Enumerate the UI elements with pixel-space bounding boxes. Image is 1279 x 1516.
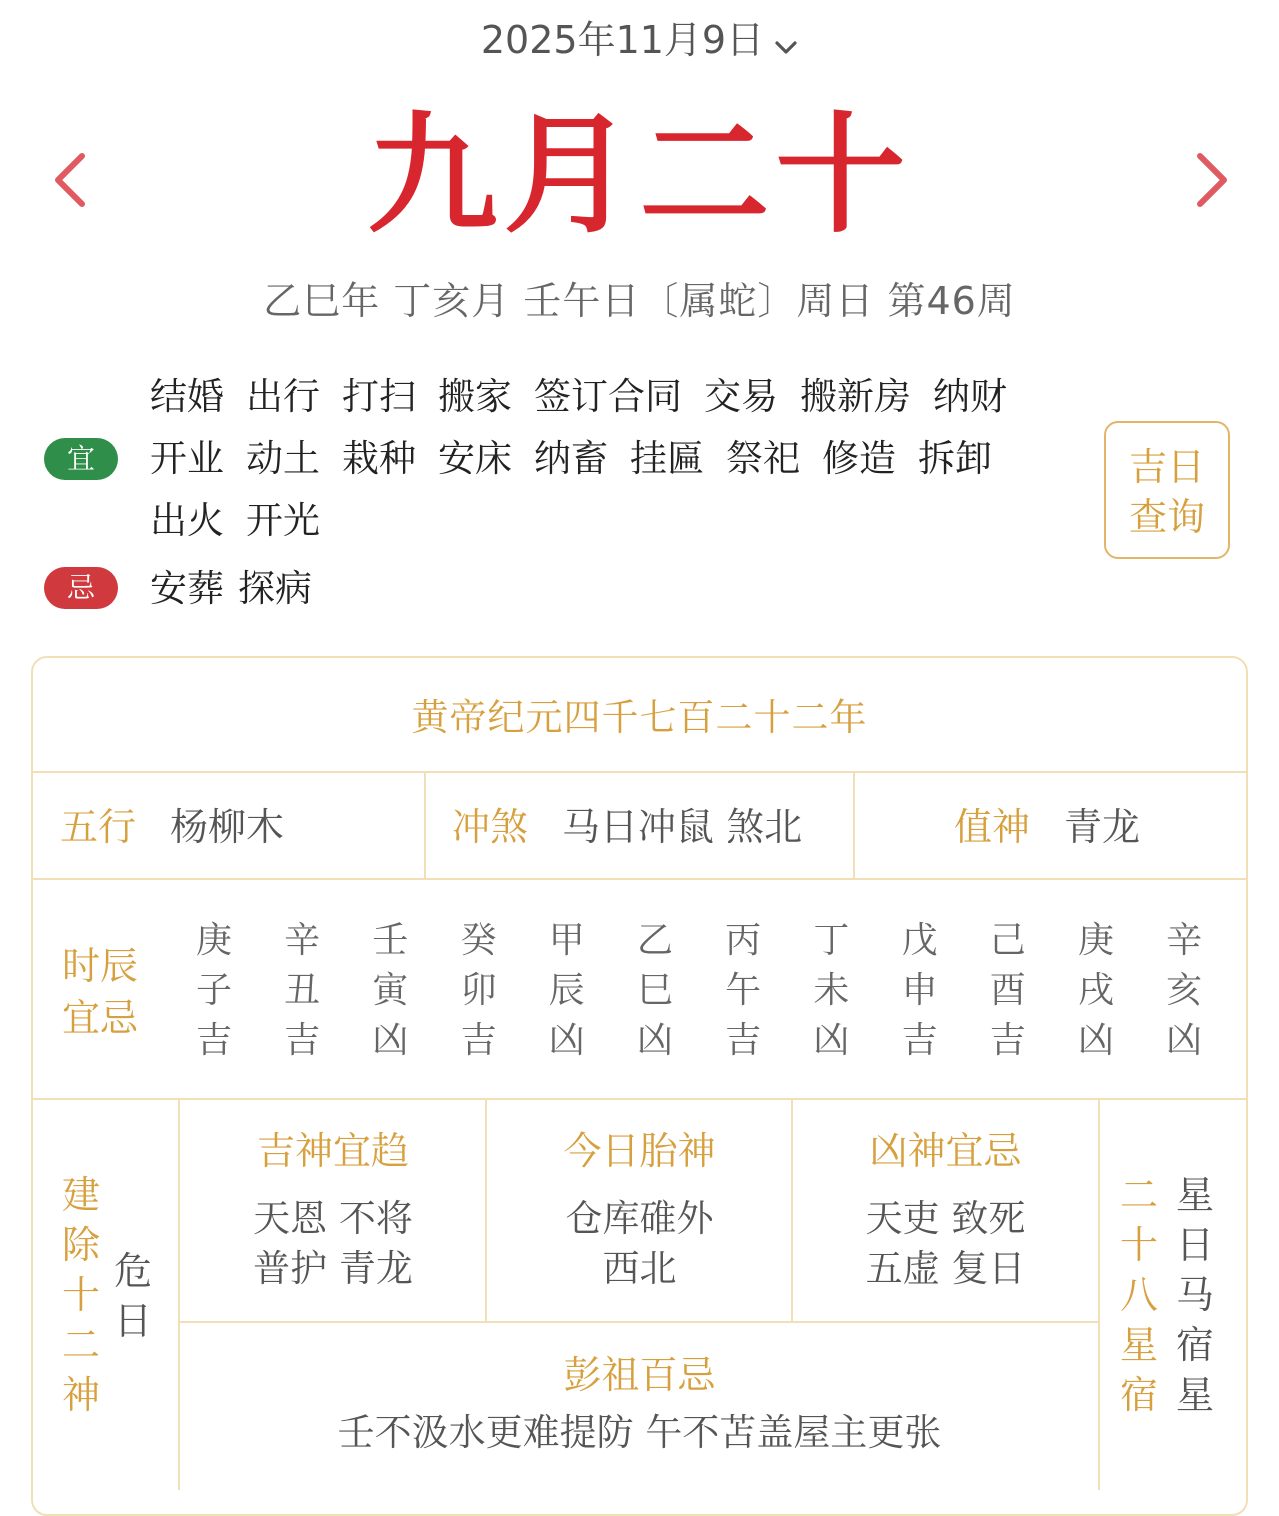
- yi-item: 动土: [246, 437, 320, 480]
- hour-branch: 未: [813, 970, 850, 1011]
- yi-item: 签订合同: [534, 375, 682, 418]
- hour-column: [713, 916, 773, 1066]
- xiongshen-line1: 天吏 致死: [865, 1197, 1026, 1240]
- xiu-value-char: 马: [1175, 1273, 1214, 1317]
- chongsha-value: 马日冲鼠 煞北: [562, 805, 803, 849]
- hour-stem: 甲: [548, 920, 585, 961]
- chongsha-cell: [452, 800, 802, 854]
- hour-column: [978, 916, 1038, 1066]
- hour-stem: 戊: [901, 920, 938, 961]
- hour-luck: 吉: [989, 1020, 1026, 1061]
- taishen-line1: 仓库碓外: [565, 1197, 714, 1240]
- hour-luck: 吉: [725, 1020, 762, 1061]
- yi-row: [150, 490, 1080, 552]
- date-text: 2025年11月9日: [480, 18, 765, 62]
- wuxing-value: 杨柳木: [170, 805, 285, 849]
- yi-item: 交易: [704, 375, 778, 418]
- jianchu-label-char: 神: [61, 1373, 100, 1417]
- hour-branch: 丑: [284, 970, 321, 1011]
- hour-stem: 辛: [1166, 920, 1203, 961]
- hour-branch: 辰: [548, 970, 585, 1011]
- xiu-value: [1170, 1170, 1220, 1420]
- jishen-title: 吉神宜趋: [256, 1129, 409, 1173]
- jianchu-value-char: 危: [113, 1249, 152, 1293]
- hours-label-line2: 宜忌: [62, 996, 139, 1040]
- jianchu-value-char: 日: [113, 1299, 152, 1343]
- pengzu-title: 彭祖百忌: [563, 1353, 716, 1397]
- hour-stem: 庚: [195, 920, 232, 961]
- hour-luck: 吉: [284, 1020, 321, 1061]
- wuxing-label: 五行: [60, 805, 137, 849]
- hour-stem: 乙: [636, 920, 673, 961]
- xiu-value-char: 星: [1175, 1373, 1214, 1417]
- hour-luck: 凶: [372, 1020, 409, 1061]
- wuxing-cell: [60, 800, 284, 854]
- zhishen-value: 青龙: [1064, 805, 1141, 849]
- xiu-label-char: 星: [1119, 1323, 1158, 1367]
- yi-item: 纳财: [933, 375, 1007, 418]
- pengzu-block: [180, 1350, 1099, 1458]
- divider: [33, 771, 1246, 773]
- xiongshen-line2: 五虚 复日: [865, 1247, 1026, 1290]
- xiu-label-char: 八: [1119, 1273, 1158, 1317]
- hour-column: [272, 916, 332, 1066]
- hour-column: [801, 916, 861, 1066]
- hour-luck: 凶: [1077, 1020, 1114, 1061]
- yi-badge: 宜: [44, 438, 118, 480]
- date-picker[interactable]: [0, 12, 1279, 68]
- taishen-line2: 西北: [602, 1247, 677, 1290]
- ji-list: [150, 558, 326, 620]
- hour-luck: 凶: [1166, 1020, 1203, 1061]
- jianchu-label-char: 建: [61, 1173, 100, 1217]
- hour-luck: 凶: [636, 1020, 673, 1061]
- yi-item: 拆卸: [918, 437, 992, 480]
- jishen-line2: 普护 青龙: [253, 1247, 413, 1290]
- hour-stem: 辛: [284, 920, 321, 961]
- hour-column: [537, 916, 597, 1066]
- hours-label-line1: 时辰: [62, 944, 139, 988]
- pengzu-text: 壬不汲水更难提防 午不苫盖屋主更张: [337, 1411, 942, 1454]
- hour-stem: 丁: [813, 920, 850, 961]
- yi-item: 出火: [150, 499, 224, 542]
- hour-luck: 吉: [460, 1020, 497, 1061]
- jiri-button-line1: 吉日: [1128, 445, 1205, 489]
- zhishen-cell: [954, 800, 1140, 854]
- yi-item: 祭祀: [726, 437, 800, 480]
- hour-column: [449, 916, 509, 1066]
- hour-column: [890, 916, 950, 1066]
- huangdi-era: 黄帝纪元四千七百二十二年: [411, 696, 868, 739]
- divider: [180, 1321, 1099, 1323]
- yi-item: 修造: [822, 437, 896, 480]
- hour-column: [184, 916, 244, 1066]
- xiu-value-char: 日: [1175, 1223, 1214, 1267]
- yi-item: 搬家: [438, 375, 512, 418]
- jishen-block: [180, 1126, 486, 1294]
- hour-branch: 卯: [460, 970, 497, 1011]
- yi-item: 开业: [150, 437, 224, 480]
- hour-branch: 戌: [1077, 970, 1114, 1011]
- yi-item: 栽种: [342, 437, 416, 480]
- jianchu-label-char: 除: [61, 1223, 100, 1267]
- divider: [33, 1098, 1246, 1100]
- hour-branch: 巳: [636, 970, 673, 1011]
- ji-item: 探病: [238, 567, 312, 610]
- jianchu-label: [56, 1170, 106, 1420]
- hour-luck: 吉: [195, 1020, 232, 1061]
- jianchu-label-char: 十: [61, 1273, 100, 1317]
- ganzhi-info-line: 乙巳年 丁亥月 壬午日〔属蛇〕周日 第46周: [263, 279, 1016, 323]
- yi-item: 安床: [438, 437, 512, 480]
- auspicious-day-query-button[interactable]: [1104, 421, 1230, 559]
- lunar-date-title: 九月二十: [367, 98, 912, 251]
- hour-branch: 酉: [989, 970, 1026, 1011]
- hour-branch: 午: [725, 970, 762, 1011]
- xiu-label-char: 宿: [1119, 1373, 1158, 1417]
- yi-item: 出行: [246, 375, 320, 418]
- ji-badge: 忌: [44, 567, 118, 609]
- yi-list: [150, 366, 1080, 552]
- hour-stem: 庚: [1077, 920, 1114, 961]
- xiu-label: [1114, 1170, 1164, 1420]
- xiongshen-title: 凶神宜忌: [869, 1129, 1022, 1173]
- xiu-value-char: 星: [1175, 1173, 1214, 1217]
- hour-luck: 凶: [548, 1020, 585, 1061]
- yi-item: 挂匾: [630, 437, 704, 480]
- hour-stem: 丙: [725, 920, 762, 961]
- divider: [424, 773, 426, 878]
- yi-row: [150, 428, 1080, 490]
- yi-item: 开光: [246, 499, 320, 542]
- divider: [33, 878, 1246, 880]
- chevron-down-icon: [774, 15, 798, 71]
- hour-column: [1154, 916, 1214, 1066]
- hour-column: [625, 916, 685, 1066]
- hour-branch: 子: [195, 970, 232, 1011]
- hour-luck: 凶: [813, 1020, 850, 1061]
- yi-item: 搬新房: [800, 375, 911, 418]
- hour-stem: 壬: [372, 920, 409, 961]
- hour-stem: 己: [989, 920, 1026, 961]
- hour-stem: 癸: [460, 920, 497, 961]
- zhishen-label: 值神: [954, 805, 1031, 849]
- xiongshen-block: [793, 1126, 1098, 1294]
- jishen-line1: 天恩 不将: [253, 1197, 413, 1240]
- yi-item: 结婚: [150, 375, 224, 418]
- yi-item: 打扫: [342, 375, 416, 418]
- xiu-label-char: 十: [1119, 1223, 1158, 1267]
- taishen-title: 今日胎神: [563, 1129, 716, 1173]
- jiri-button-line2: 查询: [1128, 495, 1205, 539]
- hour-luck: 吉: [901, 1020, 938, 1061]
- hour-branch: 亥: [1166, 970, 1203, 1011]
- hour-column: [360, 916, 420, 1066]
- yi-item: 纳畜: [534, 437, 608, 480]
- divider: [853, 773, 855, 878]
- jianchu-value: [108, 1246, 158, 1346]
- xiu-label-char: 二: [1119, 1173, 1158, 1217]
- hour-branch: 申: [901, 970, 938, 1011]
- hour-column: [1066, 916, 1126, 1066]
- jianchu-label-char: 二: [61, 1323, 100, 1367]
- hour-branch: 寅: [372, 970, 409, 1011]
- hours-row: [0, 916, 1279, 1066]
- taishen-block: [487, 1126, 792, 1294]
- ji-item: 安葬: [150, 567, 224, 610]
- chongsha-label: 冲煞: [452, 805, 529, 849]
- next-day-chevron-right-icon[interactable]: [1182, 148, 1238, 212]
- yi-row: [150, 366, 1080, 428]
- xiu-value-char: 宿: [1175, 1323, 1214, 1367]
